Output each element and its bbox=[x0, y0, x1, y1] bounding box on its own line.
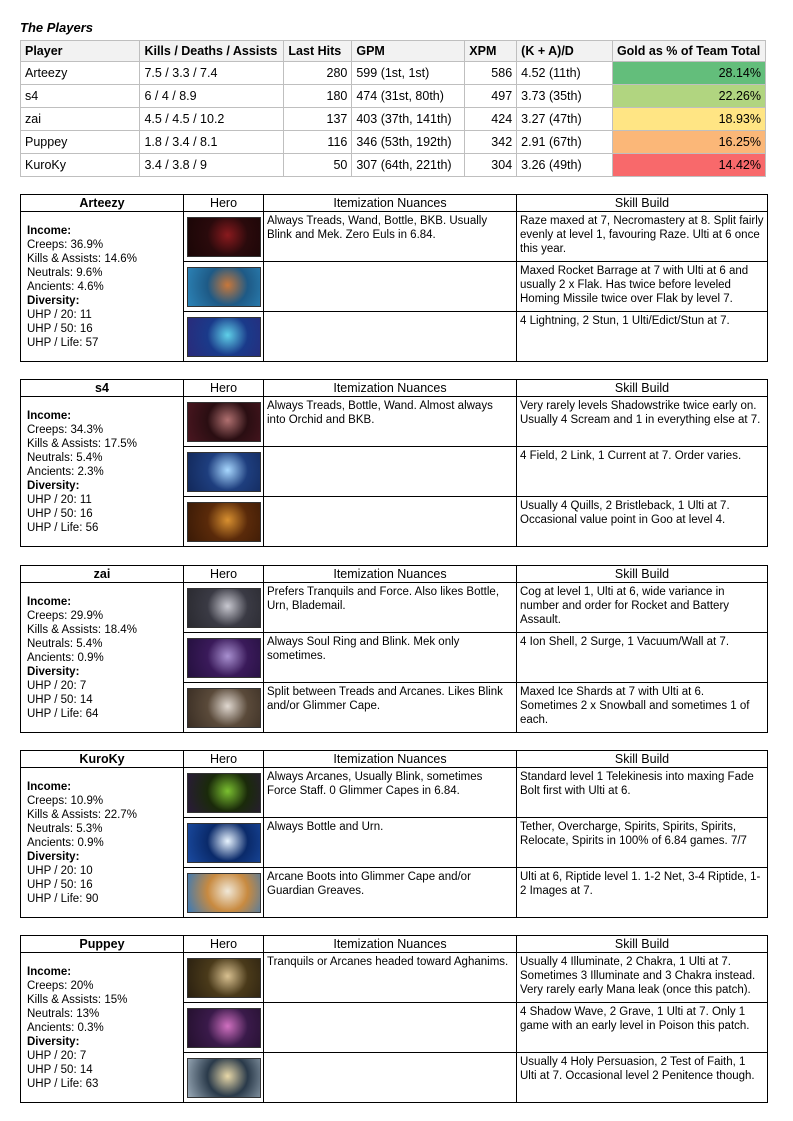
table-row bbox=[21, 131, 766, 154]
player-section-arteezy bbox=[20, 194, 768, 362]
xpm-cell: 586 bbox=[465, 62, 517, 85]
table-row bbox=[21, 62, 766, 85]
skill-build-cell: Cog at level 1, Ulti at 6, wide variance in number and order for Rocket and Battery Assault. bbox=[517, 583, 768, 633]
itemization-cell: Always Bottle and Urn. bbox=[264, 818, 517, 868]
itemization-cell: Prefers Tranquils and Force. Also likes Bottle, Urn, Blademail. bbox=[264, 583, 517, 633]
players-table bbox=[20, 40, 766, 177]
hero-header: Hero bbox=[184, 751, 264, 768]
skill-build-cell: Ulti at 6, Riptide level 1. 1-2 Net, 3-4 Riptide, 1-2 Images at 7. bbox=[517, 868, 768, 918]
hero-portrait-icon bbox=[187, 823, 261, 863]
diversity-line: UHP / 50: 16 bbox=[27, 507, 93, 520]
itemization-cell: Split between Treads and Arcanes. Likes Blink and/or Glimmer Cape. bbox=[264, 683, 517, 733]
itemization-cell bbox=[264, 497, 517, 547]
kad-cell: 3.26 (49th) bbox=[517, 154, 613, 177]
page-title: The Players bbox=[20, 20, 93, 35]
column-header: XPM bbox=[465, 41, 517, 62]
kda-cell: 3.4 / 3.8 / 9 bbox=[140, 154, 284, 177]
diversity-line: UHP / Life: 90 bbox=[27, 892, 99, 905]
hero-portrait-icon bbox=[187, 217, 261, 257]
income-label: Income: bbox=[27, 965, 72, 978]
items-header: Itemization Nuances bbox=[264, 195, 517, 212]
skills-header: Skill Build bbox=[517, 566, 768, 583]
diversity-line: UHP / Life: 57 bbox=[27, 336, 99, 349]
diversity-line: UHP / 20: 11 bbox=[27, 308, 92, 321]
stat-line: Kills & Assists: 14.6% bbox=[27, 252, 137, 265]
diversity-line: UHP / 50: 16 bbox=[27, 878, 93, 891]
skill-build-cell: Usually 4 Holy Persuasion, 2 Test of Faith, 1 Ulti at 7. Occasional level 2 Penitence though. bbox=[517, 1053, 768, 1103]
stat-line: Ancients: 4.6% bbox=[27, 280, 104, 293]
stat-line: Ancients: 0.9% bbox=[27, 836, 104, 849]
skill-build-cell: Usually 4 Quills, 2 Bristleback, 1 Ulti at 7. Occasional value point in Goo at level 4. bbox=[517, 497, 768, 547]
hero-portrait-icon bbox=[187, 873, 261, 913]
itemization-cell: Always Treads, Wand, Bottle, BKB. Usually Blink and Mek. Zero Euls in 6.84. bbox=[264, 212, 517, 262]
itemization-cell bbox=[264, 447, 517, 497]
diversity-line: UHP / 20: 11 bbox=[27, 493, 92, 506]
column-header: Kills / Deaths / Assists bbox=[140, 41, 284, 62]
gold-percent-cell: 14.42% bbox=[612, 154, 765, 177]
itemization-cell bbox=[264, 262, 517, 312]
stat-line: Creeps: 20% bbox=[27, 979, 94, 992]
stat-line: Neutrals: 5.4% bbox=[27, 451, 103, 464]
hero-portrait-icon bbox=[187, 1008, 261, 1048]
diversity-line: UHP / Life: 64 bbox=[27, 707, 99, 720]
diversity-line: UHP / 50: 14 bbox=[27, 693, 93, 706]
diversity-line: UHP / 20: 7 bbox=[27, 679, 87, 692]
stat-line: Kills & Assists: 17.5% bbox=[27, 437, 137, 450]
stat-line: Neutrals: 9.6% bbox=[27, 266, 103, 279]
gpm-cell: 403 (37th, 141th) bbox=[352, 108, 465, 131]
items-header: Itemization Nuances bbox=[264, 936, 517, 953]
gpm-cell: 307 (64th, 221th) bbox=[352, 154, 465, 177]
gold-percent-cell: 16.25% bbox=[612, 131, 765, 154]
kad-cell: 3.27 (47th) bbox=[517, 108, 613, 131]
player-cell: Arteezy bbox=[21, 62, 140, 85]
player-stats bbox=[21, 583, 184, 733]
income-label: Income: bbox=[27, 595, 72, 608]
skill-build-cell: Usually 4 Illuminate, 2 Chakra, 1 Ulti at 7. Sometimes 3 Illuminate and 3 Chakra instead. Very rarely early Mana leak (once this patch). bbox=[517, 953, 768, 1003]
stat-line: Neutrals: 13% bbox=[27, 1007, 100, 1020]
section-player-name: KuroKy bbox=[21, 751, 184, 768]
stat-line: Creeps: 34.3% bbox=[27, 423, 104, 436]
xpm-cell: 342 bbox=[465, 131, 517, 154]
hero-portrait-icon bbox=[187, 773, 261, 813]
diversity-line: UHP / 50: 14 bbox=[27, 1063, 93, 1076]
gold-percent-cell: 18.93% bbox=[612, 108, 765, 131]
itemization-cell: Arcane Boots into Glimmer Cape and/or Guardian Greaves. bbox=[264, 868, 517, 918]
kda-cell: 1.8 / 3.4 / 8.1 bbox=[140, 131, 284, 154]
skill-build-cell: Tether, Overcharge, Spirits, Spirits, Spirits, Relocate, Spirits in 100% of 6.84 games. 7/7 bbox=[517, 818, 768, 868]
last-hits-cell: 180 bbox=[284, 85, 352, 108]
player-cell: Puppey bbox=[21, 131, 140, 154]
items-header: Itemization Nuances bbox=[264, 566, 517, 583]
itemization-cell: Always Arcanes, Usually Blink, sometimes Force Staff. 0 Glimmer Capes in 6.84. bbox=[264, 768, 517, 818]
skill-build-cell: 4 Lightning, 2 Stun, 1 Ulti/Edict/Stun at 7. bbox=[517, 312, 768, 362]
kad-cell: 2.91 (67th) bbox=[517, 131, 613, 154]
itemization-cell: Always Soul Ring and Blink. Mek only sometimes. bbox=[264, 633, 517, 683]
hero-portrait-icon bbox=[187, 402, 261, 442]
stat-line: Creeps: 36.9% bbox=[27, 238, 104, 251]
hero-portrait-icon bbox=[187, 452, 261, 492]
player-section-puppey bbox=[20, 935, 768, 1103]
hero-header: Hero bbox=[184, 936, 264, 953]
skill-build-cell: Raze maxed at 7, Necromastery at 8. Split fairly evenly at level 1, favouring Raze. Ulti at 6 once this year. bbox=[517, 212, 768, 262]
last-hits-cell: 116 bbox=[284, 131, 352, 154]
last-hits-cell: 280 bbox=[284, 62, 352, 85]
player-cell: s4 bbox=[21, 85, 140, 108]
skill-build-cell: 4 Field, 2 Link, 1 Current at 7. Order varies. bbox=[517, 447, 768, 497]
kda-cell: 6 / 4 / 8.9 bbox=[140, 85, 284, 108]
diversity-line: UHP / 20: 10 bbox=[27, 864, 93, 877]
player-stats bbox=[21, 768, 184, 918]
column-header: (K + A)/D bbox=[517, 41, 613, 62]
skills-header: Skill Build bbox=[517, 751, 768, 768]
gold-percent-cell: 28.14% bbox=[612, 62, 765, 85]
diversity-label: Diversity: bbox=[27, 294, 80, 307]
kad-cell: 4.52 (11th) bbox=[517, 62, 613, 85]
diversity-line: UHP / Life: 56 bbox=[27, 521, 99, 534]
itemization-cell: Always Treads, Bottle, Wand. Almost always into Orchid and BKB. bbox=[264, 397, 517, 447]
last-hits-cell: 50 bbox=[284, 154, 352, 177]
player-cell: KuroKy bbox=[21, 154, 140, 177]
hero-portrait-icon bbox=[187, 267, 261, 307]
column-header: Last Hits bbox=[284, 41, 352, 62]
skills-header: Skill Build bbox=[517, 936, 768, 953]
player-stats bbox=[21, 212, 184, 362]
stat-line: Ancients: 2.3% bbox=[27, 465, 104, 478]
diversity-label: Diversity: bbox=[27, 850, 80, 863]
xpm-cell: 497 bbox=[465, 85, 517, 108]
itemization-cell bbox=[264, 1003, 517, 1053]
column-header: Gold as % of Team Total bbox=[612, 41, 765, 62]
player-section-s4 bbox=[20, 379, 768, 547]
stat-line: Creeps: 29.9% bbox=[27, 609, 104, 622]
hero-portrait-icon bbox=[187, 638, 261, 678]
stat-line: Kills & Assists: 18.4% bbox=[27, 623, 137, 636]
diversity-line: UHP / 20: 7 bbox=[27, 1049, 87, 1062]
income-label: Income: bbox=[27, 780, 72, 793]
skill-build-cell: Maxed Ice Shards at 7 with Ulti at 6. Sometimes 2 x Snowball and sometimes 1 of each. bbox=[517, 683, 768, 733]
hero-portrait-icon bbox=[187, 688, 261, 728]
skill-build-cell: 4 Ion Shell, 2 Surge, 1 Vacuum/Wall at 7. bbox=[517, 633, 768, 683]
player-section-kuroky bbox=[20, 750, 768, 918]
stat-line: Kills & Assists: 22.7% bbox=[27, 808, 137, 821]
diversity-line: UHP / 50: 16 bbox=[27, 322, 93, 335]
stat-line: Kills & Assists: 15% bbox=[27, 993, 128, 1006]
player-stats bbox=[21, 397, 184, 547]
itemization-cell bbox=[264, 312, 517, 362]
skill-build-cell: Maxed Rocket Barrage at 7 with Ulti at 6 and usually 2 x Flak. Has twice before leveled Homing Missile twice over Flak by level 7. bbox=[517, 262, 768, 312]
kad-cell: 3.73 (35th) bbox=[517, 85, 613, 108]
hero-portrait-icon bbox=[187, 317, 261, 357]
skill-build-cell: 4 Shadow Wave, 2 Grave, 1 Ulti at 7. Only 1 game with an early level in Poison this patch. bbox=[517, 1003, 768, 1053]
xpm-cell: 424 bbox=[465, 108, 517, 131]
diversity-line: UHP / Life: 63 bbox=[27, 1077, 99, 1090]
skills-header: Skill Build bbox=[517, 380, 768, 397]
xpm-cell: 304 bbox=[465, 154, 517, 177]
kda-cell: 7.5 / 3.3 / 7.4 bbox=[140, 62, 284, 85]
table-row bbox=[21, 154, 766, 177]
diversity-label: Diversity: bbox=[27, 1035, 80, 1048]
column-header: Player bbox=[21, 41, 140, 62]
hero-header: Hero bbox=[184, 380, 264, 397]
stat-line: Neutrals: 5.3% bbox=[27, 822, 103, 835]
column-header: GPM bbox=[352, 41, 465, 62]
table-row bbox=[21, 85, 766, 108]
hero-portrait-icon bbox=[187, 588, 261, 628]
skill-build-cell: Standard level 1 Telekinesis into maxing Fade Bolt first with Ulti at 6. bbox=[517, 768, 768, 818]
gpm-cell: 346 (53th, 192th) bbox=[352, 131, 465, 154]
stat-line: Ancients: 0.9% bbox=[27, 651, 104, 664]
skill-build-cell: Very rarely levels Shadowstrike twice early on. Usually 4 Scream and 1 in everything else at 7. bbox=[517, 397, 768, 447]
skills-header: Skill Build bbox=[517, 195, 768, 212]
section-player-name: Arteezy bbox=[21, 195, 184, 212]
stat-line: Ancients: 0.3% bbox=[27, 1021, 104, 1034]
hero-portrait-icon bbox=[187, 502, 261, 542]
gold-percent-cell: 22.26% bbox=[612, 85, 765, 108]
player-section-zai bbox=[20, 565, 768, 733]
table-row bbox=[21, 108, 766, 131]
items-header: Itemization Nuances bbox=[264, 380, 517, 397]
hero-portrait-icon bbox=[187, 1058, 261, 1098]
income-label: Income: bbox=[27, 224, 72, 237]
hero-header: Hero bbox=[184, 566, 264, 583]
itemization-cell bbox=[264, 1053, 517, 1103]
diversity-label: Diversity: bbox=[27, 665, 80, 678]
stat-line: Neutrals: 5.4% bbox=[27, 637, 103, 650]
itemization-cell: Tranquils or Arcanes headed toward Aghanims. bbox=[264, 953, 517, 1003]
players-table-header bbox=[21, 41, 766, 62]
section-player-name: zai bbox=[21, 566, 184, 583]
last-hits-cell: 137 bbox=[284, 108, 352, 131]
hero-portrait-icon bbox=[187, 958, 261, 998]
items-header: Itemization Nuances bbox=[264, 751, 517, 768]
player-stats bbox=[21, 953, 184, 1103]
hero-header: Hero bbox=[184, 195, 264, 212]
kda-cell: 4.5 / 4.5 / 10.2 bbox=[140, 108, 284, 131]
section-player-name: s4 bbox=[21, 380, 184, 397]
income-label: Income: bbox=[27, 409, 72, 422]
stat-line: Creeps: 10.9% bbox=[27, 794, 104, 807]
gpm-cell: 474 (31st, 80th) bbox=[352, 85, 465, 108]
player-cell: zai bbox=[21, 108, 140, 131]
gpm-cell: 599 (1st, 1st) bbox=[352, 62, 465, 85]
diversity-label: Diversity: bbox=[27, 479, 80, 492]
section-player-name: Puppey bbox=[21, 936, 184, 953]
